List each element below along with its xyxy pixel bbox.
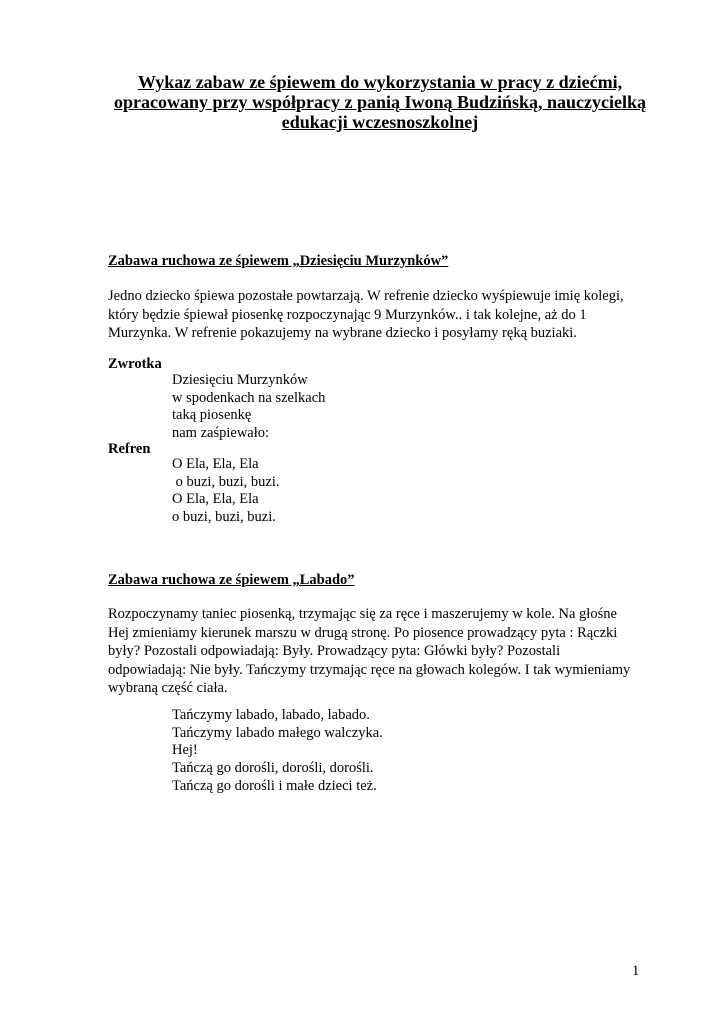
paragraph-line: odpowiadają: Nie były. Tańczymy trzymając ręce na głowach kolegów. I tak wymieniamy — [108, 661, 631, 678]
chorus-line: O Ela, Ela, Ela — [172, 456, 259, 472]
page-number: 1 — [632, 963, 640, 979]
chorus-lines — [172, 456, 280, 527]
section2-heading: Zabawa ruchowa ze śpiewem „Labado” — [108, 572, 355, 588]
chorus-line: o buzi, buzi, buzi. — [172, 473, 280, 490]
lyrics-line: Tańczymy labado, labado, labado. — [172, 707, 370, 723]
paragraph-line: Rozpoczynamy taniec piosenką, trzymając się za ręce i maszerujemy w kole. Na głośne — [108, 606, 617, 622]
chorus-line: O Ela, Ela, Ela — [172, 491, 259, 508]
title-line-1: Wykaz zabaw ze śpiewem do wykorzystania w pracy z dziećmi, — [137, 72, 623, 92]
verse-line: nam zaśpiewało: — [172, 425, 270, 442]
title-line-2: opracowany przy współpracy z panią Iwoną Budzińską, nauczycielką — [113, 92, 647, 112]
paragraph-line: który będzie śpiewał piosenkę rozpoczynając 9 Murzynków.. i tak kolejne, aż do 1 — [108, 306, 587, 323]
section2-paragraph — [108, 605, 648, 698]
chorus-label: Refren — [108, 441, 151, 457]
lyrics-lines — [172, 707, 383, 796]
lyrics-line: Hej! — [172, 742, 198, 759]
paragraph-line: Jedno dziecko śpiewa pozostałe powtarzają. W refrenie dziecko wyśpiewuje imię kolegi, — [108, 288, 624, 304]
verse-label: Zwrotka — [108, 356, 162, 372]
paragraph-line: Hej zmieniamy kierunek marszu w drugą stronę. Po piosence prowadzący pyta : Rączki — [108, 624, 618, 641]
lyrics-line: Tańczą go dorośli, dorośli, dorośli. — [172, 760, 374, 777]
verse-line: Dziesięciu Murzynków — [172, 372, 308, 388]
paragraph-line: wybraną część ciała. — [108, 680, 228, 696]
paragraph-line: były? Pozostali odpowiadają: Były. Prowadzący pyta: Główki były? Pozostali — [108, 643, 561, 659]
chorus-line: o buzi, buzi, buzi. — [172, 509, 276, 526]
document-title — [100, 72, 660, 132]
lyrics-line: Tańczymy labado małego walczyka. — [172, 724, 383, 741]
verse-line: w spodenkach na szelkach — [172, 389, 326, 406]
paragraph-line: Murzynka. W refrenie pokazujemy na wybrane dziecko i posyłamy ręką buziaki. — [108, 325, 577, 341]
section1-heading: Zabawa ruchowa ze śpiewem „Dziesięciu Murzynków” — [108, 253, 449, 269]
lyrics-line: Tańczą go dorośli i małe dzieci też. — [172, 777, 377, 794]
verse-lines — [172, 372, 325, 443]
title-line-3: edukacji wczesnoszkolnej — [281, 112, 479, 132]
section1-paragraph — [108, 287, 648, 343]
verse-line: taką piosenkę — [172, 407, 252, 424]
